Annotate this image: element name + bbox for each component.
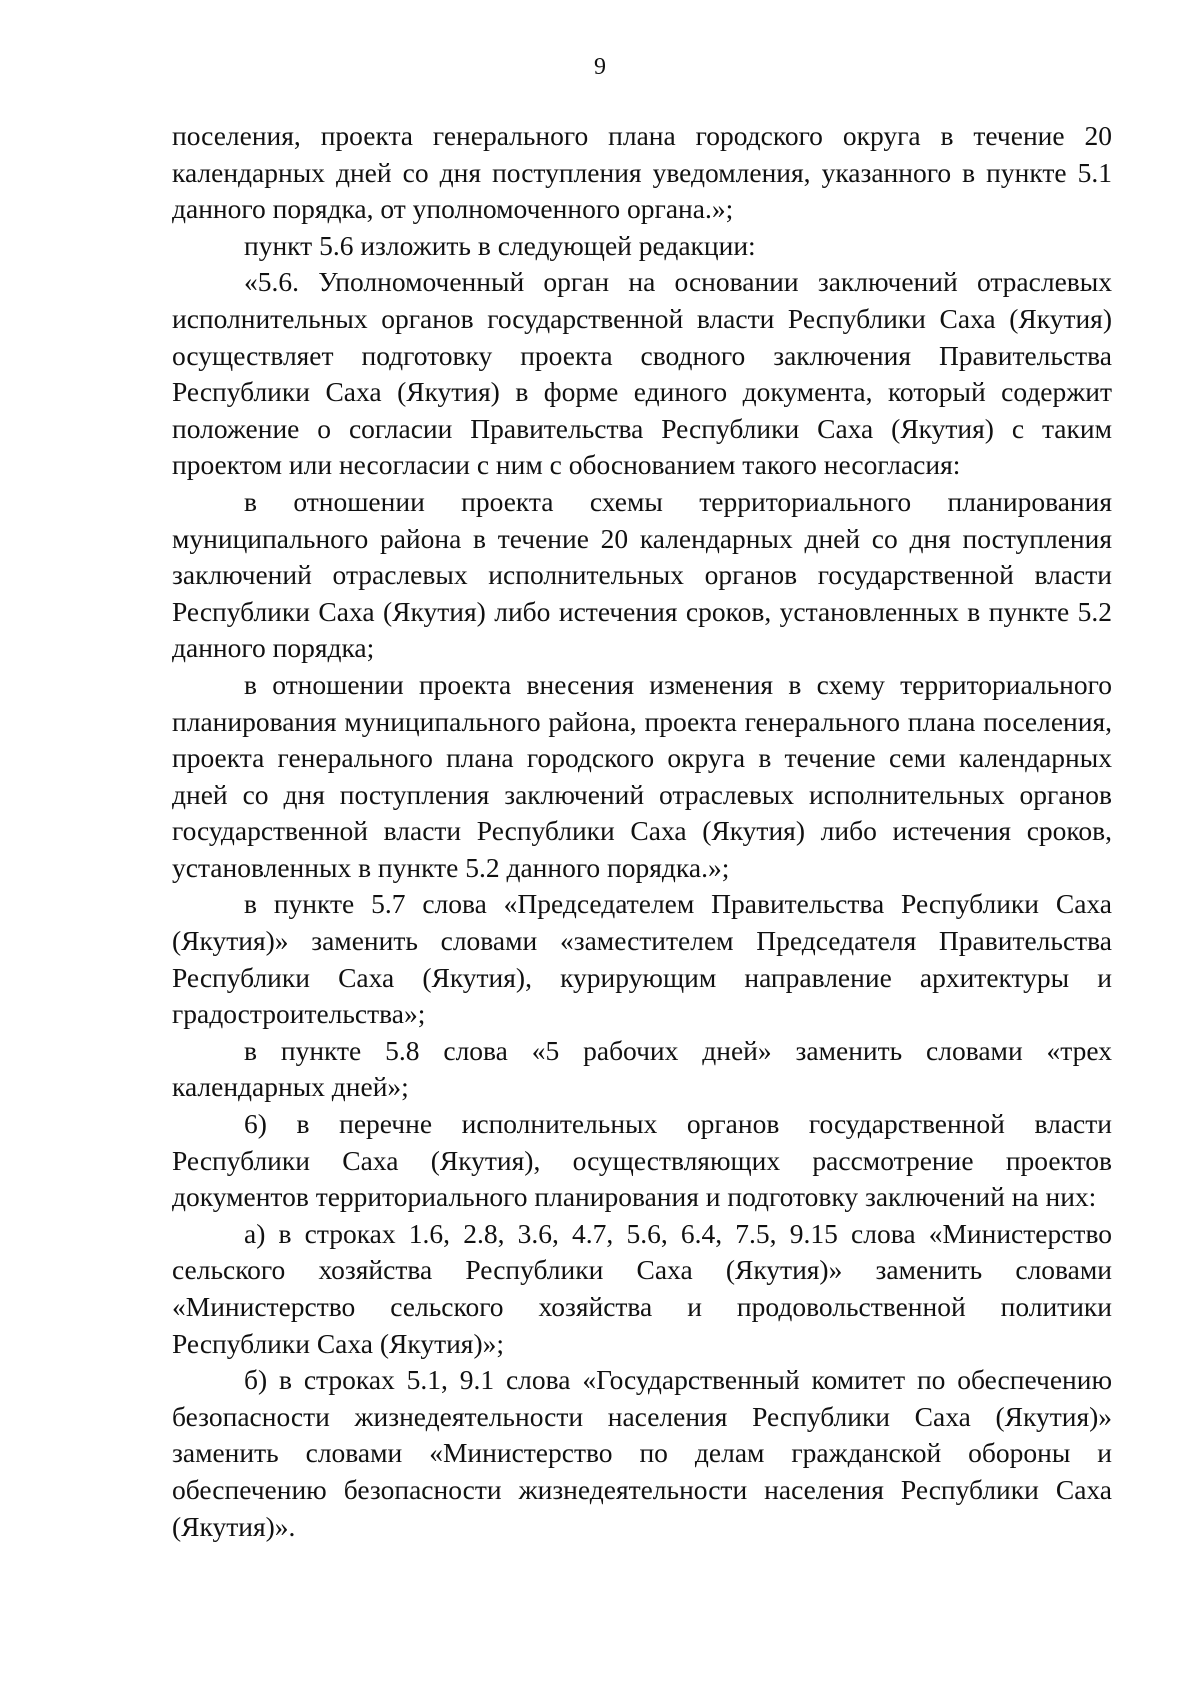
page-number: 9	[594, 54, 606, 80]
paragraph-10: б) в строках 5.1, 9.1 слова «Государственный комитет по обеспечению безопасности жизнедеятельности населения Республики Саха (Якутия)» заменить словами «Министерство по делам гражданской обороны и обеспечению безопасности жизнедеятельности населения Республики Саха (Якутия)».	[172, 1364, 1112, 1542]
paragraph-8: 6) в перечне исполнительных органов государственной власти Республики Саха (Якутия), осуществляющих рассмотрение проектов документов территориального планирования и подготовку заключений на них:	[172, 1108, 1112, 1213]
document-body	[172, 118, 1112, 1545]
paragraph-1: поселения, проекта генерального плана городского округа в течение 20 календарных дней со дня поступления уведомления, указанного в пункте 5.1 данного порядка, от уполномоченного органа.»;	[172, 120, 1112, 225]
paragraph-7: в пункте 5.8 слова «5 рабочих дней» заменить словами «трех календарных дней»;	[172, 1034, 1112, 1103]
paragraph-9: а) в строках 1.6, 2.8, 3.6, 4.7, 5.6, 6.4, 7.5, 9.15 слова «Министерство сельского хозяйства Республики Саха (Якутия)» заменить словами «Министерство сельского хозяйства и продовольственной политики Республики Саха (Якутия)»;	[172, 1217, 1112, 1359]
paragraph-3: «5.6. Уполномоченный орган на основании заключений отраслевых исполнительных органов государственной власти Республики Саха (Якутия) осуществляет подготовку проекта сводного заключения Правительства Республики Саха (Якутия) в форме единого документа, который содержит положение о согласии Правительства Республики Саха (Якутия) с таким проектом или несогласии с ним с обоснованием такого несогласия:	[172, 266, 1112, 481]
paragraph-4: в отношении проекта схемы территориального планирования муниципального района в течение 20 календарных дней со дня поступления заключений отраслевых исполнительных органов государственной власти Республики Саха (Якутия) либо истечения сроков, установленных в пункте 5.2 данного порядка;	[172, 485, 1112, 664]
paragraph-5: в отношении проекта внесения изменения в схему территориального планирования муниципального района, проекта генерального плана поселения, проекта генерального плана городского округа в течение семи календарных дней со дня поступления заключений отраслевых исполнительных органов государственной власти Республики Саха (Якутия) либо истечения сроков, установленных в пункте 5.2 данного порядка.»;	[172, 668, 1112, 883]
paragraph-2: пункт 5.6 изложить в следующей редакции:	[244, 229, 756, 261]
paragraph-6: в пункте 5.7 слова «Председателем Правительства Республики Саха (Якутия)» заменить словами «заместителем Председателя Правительства Республики Саха (Якутия), курирующим направление архитектуры и градостроительства»;	[172, 888, 1112, 1030]
